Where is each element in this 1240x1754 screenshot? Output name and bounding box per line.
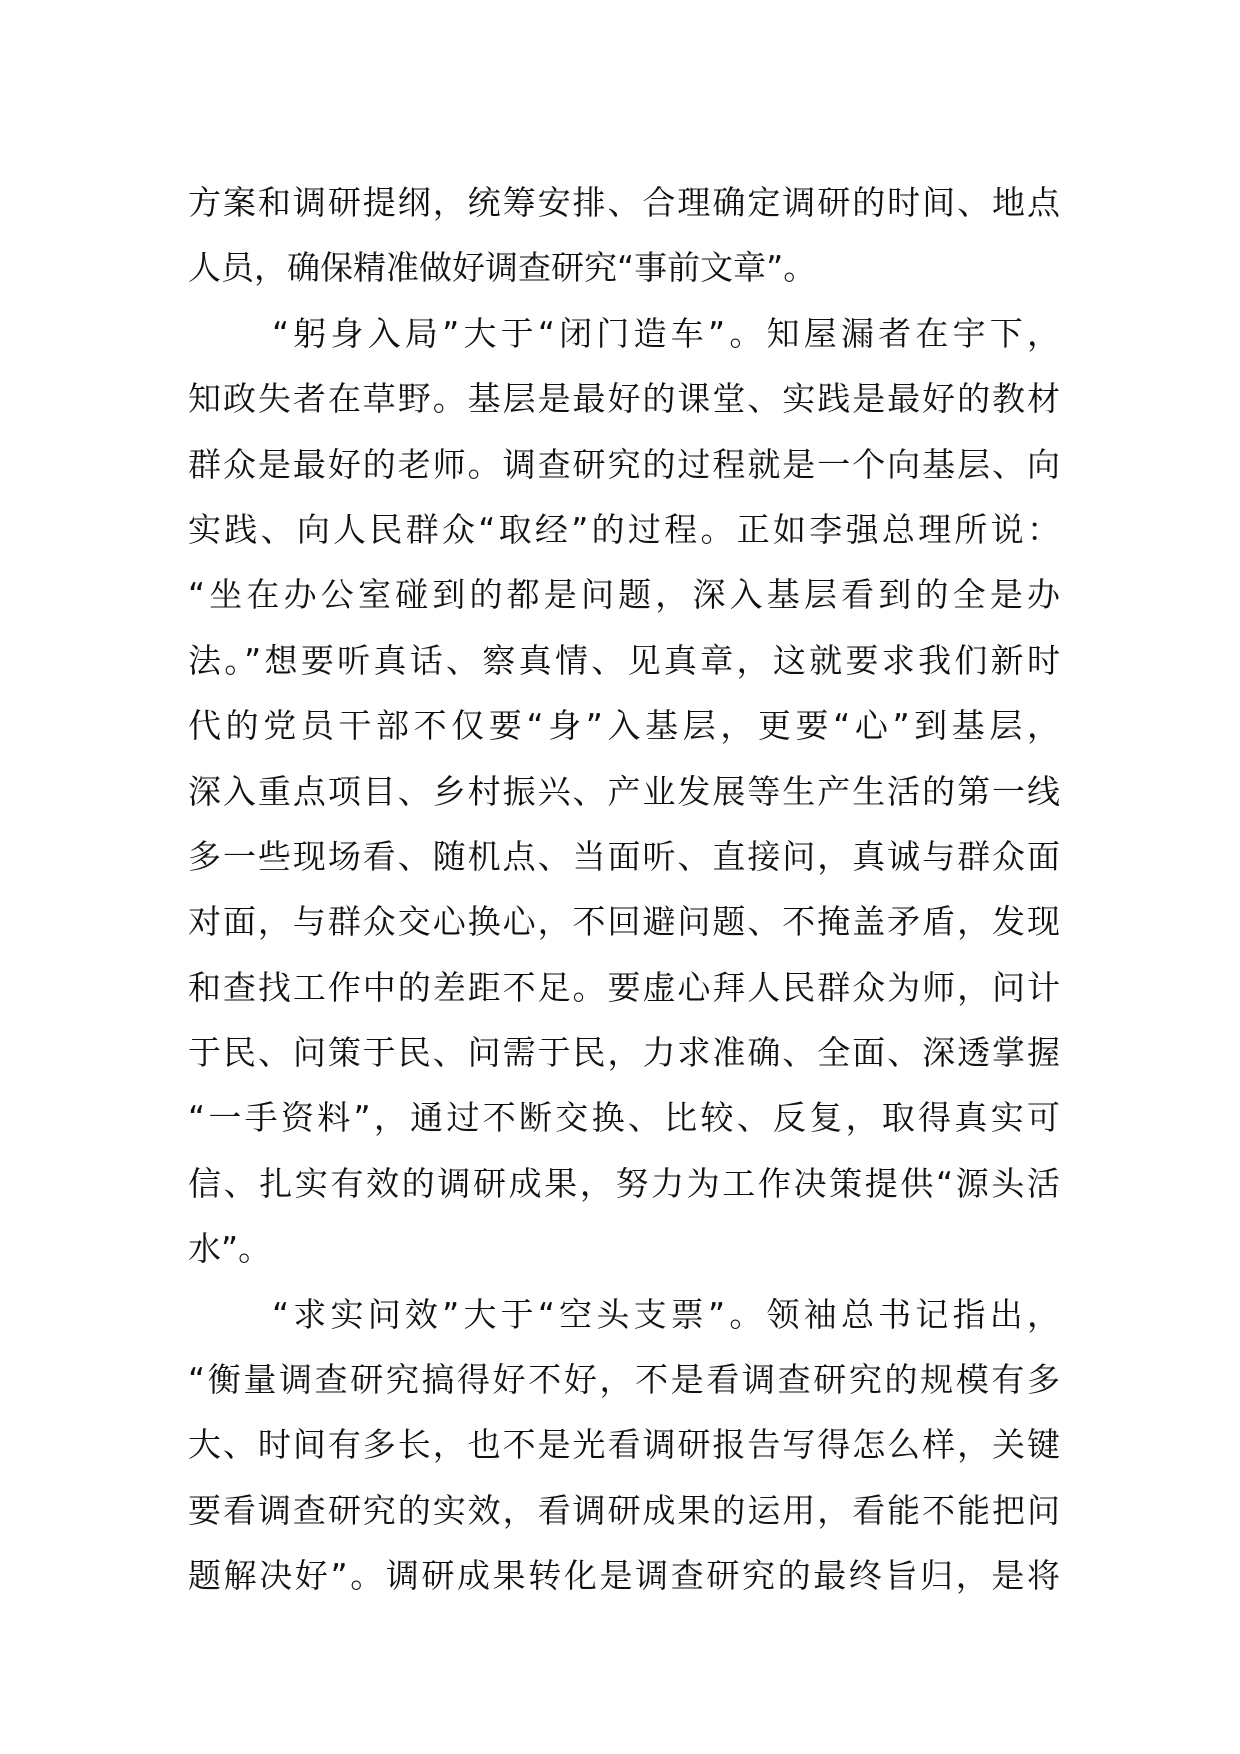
text-line: 于民、问策于民、问需于民，力求准确、全面、深透掌握	[188, 1033, 1060, 1073]
text-line: 信、扎实有效的调研成果，努力为工作决策提供“源头活	[188, 1163, 1060, 1203]
text-line: 人员，确保精准做好调查研究“事前文章”。	[188, 248, 817, 288]
text-line: 方案和调研提纲，统筹安排、合理确定调研的时间、地点	[188, 183, 1060, 222]
text-line: 和查找工作中的差距不足。要虚心拜人民群众为师，问计	[188, 967, 1060, 1007]
text-line: 实践、向人民群众“取经”的过程。正如李强总理所说：	[188, 509, 1060, 549]
text-line: 深入重点项目、乡村振兴、产业发展等生产生活的第一线	[188, 771, 1060, 811]
text-line: 群众是最好的老师。调查研究的过程就是一个向基层、向	[188, 444, 1060, 484]
text-line: “坐在办公室碰到的都是问题，深入基层看到的全是办	[188, 575, 1060, 615]
text-line: 知政失者在草野。基层是最好的课堂、实践是最好的教材	[188, 379, 1060, 419]
text-line: “衡量调查研究搞得好不好，不是看调查研究的规模有多	[188, 1360, 1060, 1400]
text-line: “一手资料”，通过不断交换、比较、反复，取得真实可	[188, 1098, 1060, 1138]
text-line: 题解决好”。调研成果转化是调查研究的最终旨归，是将	[188, 1556, 1060, 1596]
paragraph-start-line: “躬身入局”大于“闭门造车”。知屋漏者在宇下，	[272, 313, 1060, 353]
text-line: 多一些现场看、随机点、当面听、直接问，真诚与群众面	[188, 836, 1060, 876]
text-line: 水”。	[188, 1229, 272, 1269]
text-line: 法。”想要听真话、察真情、见真章，这就要求我们新时	[188, 640, 1060, 680]
text-line: 代的党员干部不仅要“身”入基层，更要“心”到基层，	[188, 706, 1060, 746]
text-line: 大、时间有多长，也不是光看调研报告写得怎么样，关键	[188, 1425, 1060, 1465]
paragraph-start-line: “求实问效”大于“空头支票”。领袖总书记指出，	[272, 1294, 1060, 1334]
text-line: 对面，与群众交心换心，不回避问题、不掩盖矛盾，发现	[188, 902, 1060, 942]
text-line: 要看调查研究的实效，看调研成果的运用，看能不能把问	[188, 1490, 1060, 1530]
body-text	[188, 170, 1060, 1609]
